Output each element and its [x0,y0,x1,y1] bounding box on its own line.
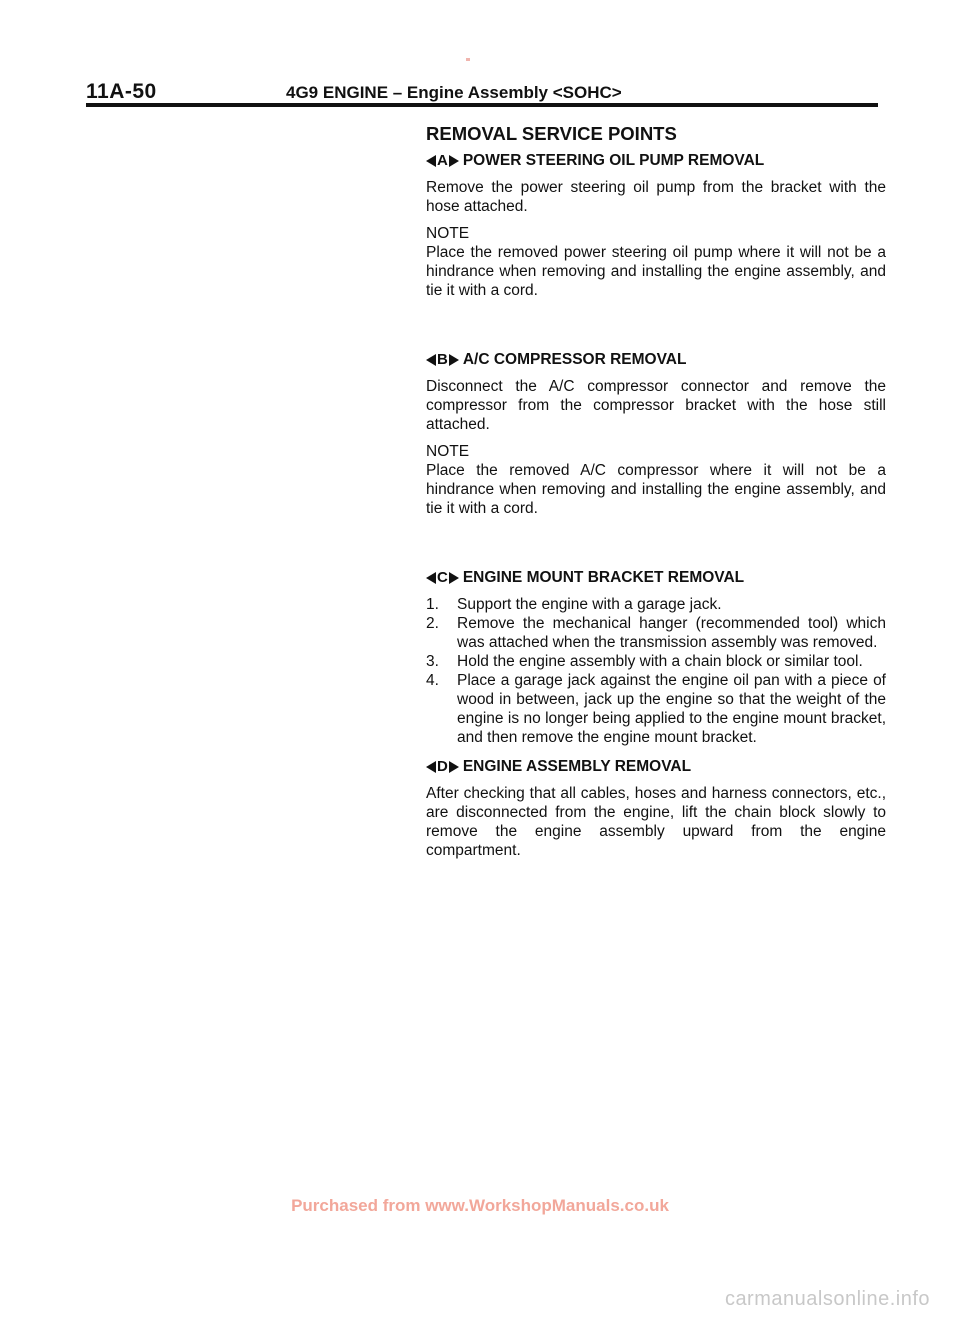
section-c [426,568,886,747]
section-b-heading [426,350,886,369]
left-triangle-icon [426,572,436,584]
page-number: 11A-50 [86,80,157,103]
marker-letter: D [437,758,448,775]
header-rule [86,103,878,107]
step-text: Support the engine with a garage jack. [457,596,722,613]
step-number: 1. [426,596,439,613]
spacer [426,526,886,568]
note-text: Place the removed A/C compressor where it will not be a hindrance when removing and installing the engine assembly, and tie it with a cord. [426,462,886,517]
marker-c-icon [426,568,459,587]
list-item [426,671,886,747]
left-triangle-icon [426,354,436,366]
section-c-heading [426,568,886,587]
marker-letter: C [437,569,448,586]
scan-speck [466,58,470,61]
heading-text: POWER STEERING OIL PUMP REMOVAL [462,152,765,169]
note-text: Place the removed power steering oil pump where it will not be a hindrance when removing and installing the engine assembly, and tie it with a cord. [426,244,886,299]
right-triangle-icon [449,354,459,366]
list-item [426,595,886,614]
step-text: Remove the mechanical hanger (recommended tool) which was attached when the transmission assembly was removed. [457,615,886,651]
section-a-heading [426,151,886,170]
left-triangle-icon [426,155,436,167]
spacer [426,308,886,350]
section-title: REMOVAL SERVICE POINTS [426,123,677,144]
step-number: 3. [426,653,439,670]
section-d-heading [426,757,886,776]
step-text: Hold the engine assembly with a chain block or similar tool. [457,653,863,670]
right-triangle-icon [449,761,459,773]
marker-letter: B [437,351,448,368]
steps-list [426,595,886,747]
section-a-body: Remove the power steering oil pump from the bracket with the hose attached. [426,179,886,215]
heading-text: A/C COMPRESSOR REMOVAL [462,351,687,368]
note-label: NOTE [426,225,470,242]
marker-letter: A [437,152,448,169]
main-content [426,124,886,868]
marker-a-icon [426,151,459,170]
step-number: 4. [426,672,439,689]
section-b-body: Disconnect the A/C compressor connector and remove the compressor from the compressor bracket with the hose still attached. [426,378,886,433]
list-item [426,652,886,671]
watermark-link[interactable]: Purchased from www.WorkshopManuals.co.uk [291,1196,669,1215]
section-d [426,757,886,860]
list-item [426,614,886,652]
section-a-note [426,224,886,300]
right-triangle-icon [449,155,459,167]
section-a [426,151,886,300]
step-number: 2. [426,615,439,632]
section-b [426,350,886,518]
marker-b-icon [426,350,459,369]
section-b-note [426,442,886,518]
section-d-body: After checking that all cables, hoses and harness connectors, etc., are disconnected from the engine, lift the chain block slowly to remove the engine assembly upward from the engine compartment. [426,785,886,859]
left-triangle-icon [426,761,436,773]
marker-d-icon [426,757,459,776]
right-triangle-icon [449,572,459,584]
note-label: NOTE [426,443,470,460]
footer-watermark: carmanualsonline.info [724,1288,930,1310]
heading-text: ENGINE MOUNT BRACKET REMOVAL [462,569,745,586]
header-title: 4G9 ENGINE – Engine Assembly <SOHC> [286,83,622,102]
step-text: Place a garage jack against the engine oil pan with a piece of wood in between, jack up the engine so that the weight of the engine is no longer being applied to the engine mount bracket, and then remove the engine mount bracket. [457,672,886,746]
heading-text: ENGINE ASSEMBLY REMOVAL [462,758,692,775]
